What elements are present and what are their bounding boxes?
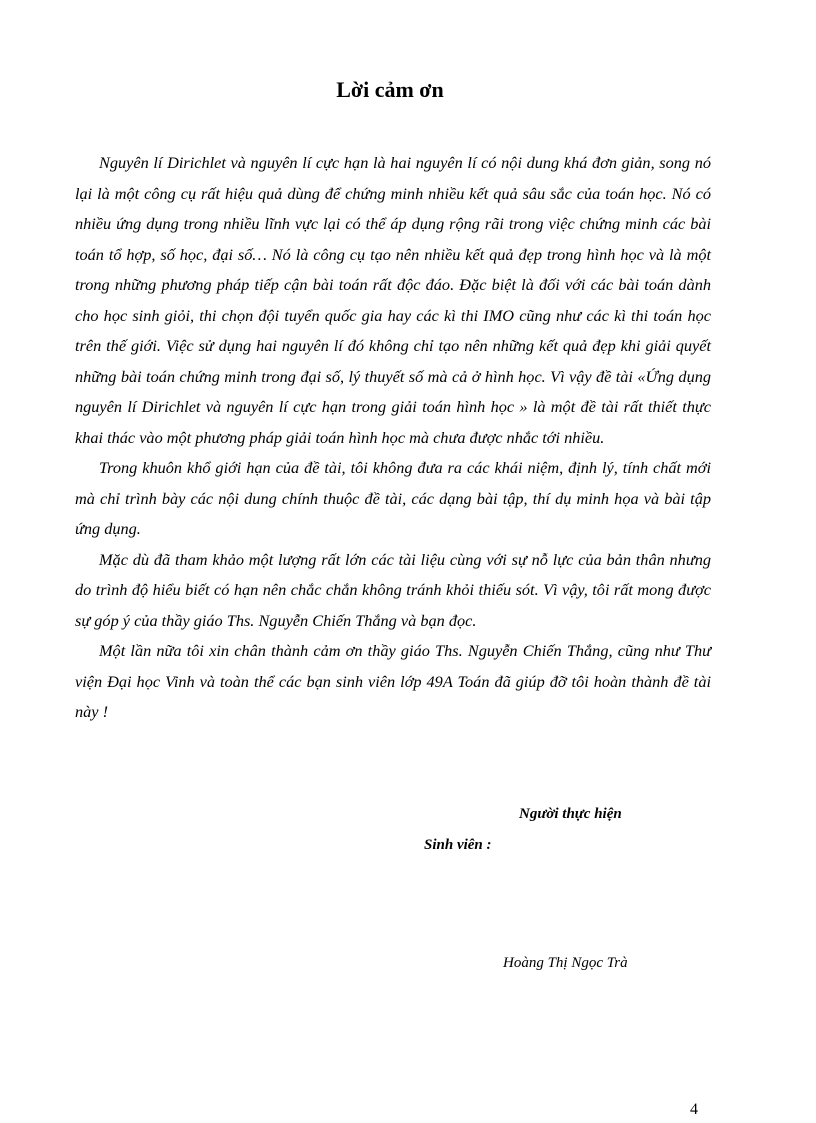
- signature-role: Người thực hiện: [519, 806, 622, 822]
- paragraph-3: Mặc dù đã tham khảo một lượng rất lớn các tài liệu cùng với sự nỗ lực của bản thân nhưng do trình độ hiểu biết có hạn nên chắc chắn không tránh khỏi thiếu sót. Vì vậy, tôi rất mong được sự góp ý của thầy giáo Ths. Nguyễn Chiến Thắng và bạn đọc.: [75, 549, 711, 630]
- page-title: Lời cảm ơn: [336, 77, 444, 102]
- paragraph-2: Trong khuôn khổ giới hạn của đề tài, tôi không đưa ra các khái niệm, định lý, tính chất mới mà chỉ trình bày các nội dung chính thuộc đề tài, các dạng bài tập, thí dụ minh họa và bài tập ứng dụng.: [75, 458, 711, 538]
- signature-name: Hoàng Thị Ngọc Trà: [503, 955, 628, 971]
- paragraph-1: Nguyên lí Dirichlet và nguyên lí cực hạn là hai nguyên lí có nội dung khá đơn giản, song nó lại là một công cụ rất hiệu quả dùng để chứng minh nhiều kết quả sâu sắc của toán học. Nó có nhiều ứng dụng trong nhiều lĩnh vực lại có thể áp dụng rộng rãi trong việc chứng minh các bài toán tổ hợp, số học, đại số… Nó là công cụ tạo nên nhiều kết quả đẹp trong hình học và là một trong những phương pháp tiếp cận bài toán rất độc đáo. Đặc biệt là đối với các bài toán dành cho học sinh giỏi, thi chọn đội tuyển quốc gia hay các kì thi IMO cũng như các kì thi toán học trên thế giới. Việc sử dụng hai nguyên lí đó không chỉ tạo nên những kết quả đẹp khi giải quyết những bài toán chứng minh trong đại số, lý thuyết số mà cả ở hình học. Vì vậy đề tài «Ứng dụng nguyên lí Dirichlet và nguyên lí cực hạn trong giải toán hình học » là một đề tài rất thiết thực khai thác vào một phương pháp giải toán hình học mà chưa được nhắc tới nhiều.: [75, 153, 711, 447]
- signature-student-label: Sinh viên :: [424, 837, 492, 853]
- page-number: 4: [690, 1101, 698, 1118]
- paragraph-4: Một lần nữa tôi xin chân thành cảm ơn thầy giáo Ths. Nguyễn Chiến Thắng, cũng như Thư viện Đại học Vinh và toàn thể các bạn sinh viên lớp 49A Toán đã giúp đỡ tôi hoàn thành đề tài này !: [75, 641, 711, 721]
- acknowledgement-body: [75, 148, 711, 728]
